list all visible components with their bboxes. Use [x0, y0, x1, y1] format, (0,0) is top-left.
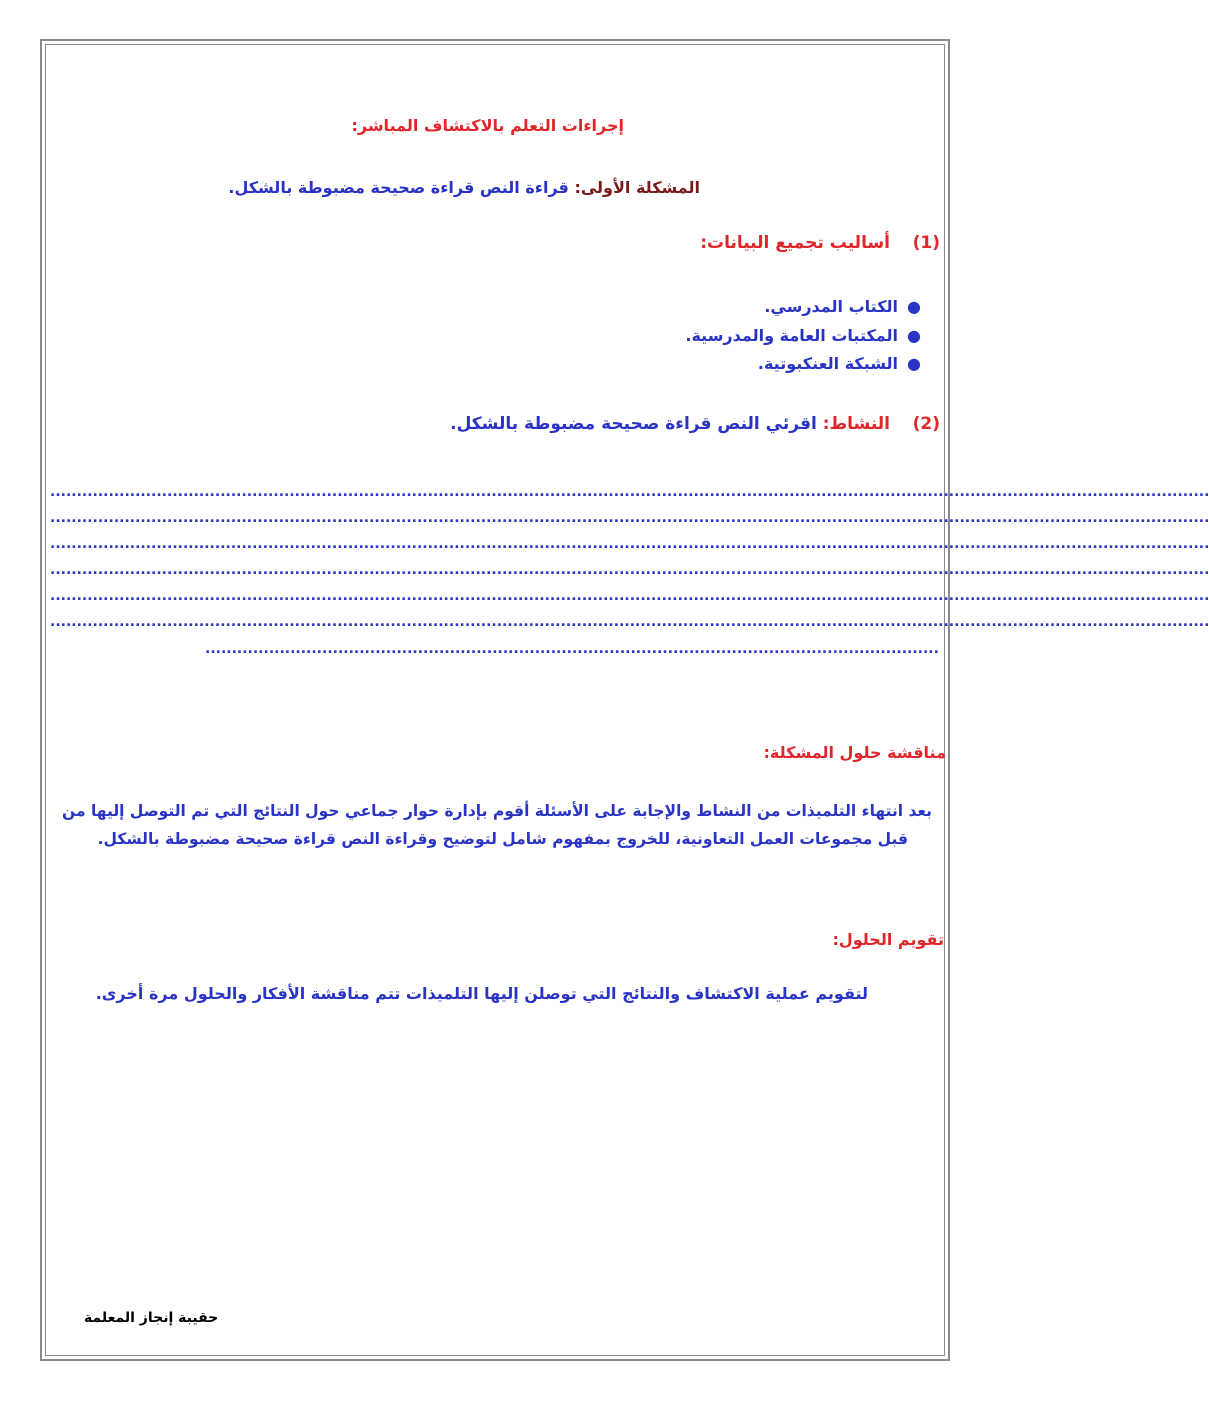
evaluation-heading: تقويم الحلول:	[832, 930, 944, 949]
discussion-line-2: قبل مجموعات العمل التعاونية، للخروج بمفهوم شامل لتوضيح وقراءة النص قراءة صحيحة مضبوطة بالشكل.	[97, 830, 908, 848]
section1-heading	[700, 233, 940, 253]
list-item: ●الشبكة العنكبوتية.	[685, 350, 924, 379]
page-title: إجراءات التعلم بالاكتشاف المباشر:	[351, 116, 624, 135]
section1-title: أساليب تجميع البيانات:	[700, 233, 890, 253]
section2-heading	[450, 414, 940, 434]
problem-text: قراءة النص قراءة صحيحة مضبوطة بالشكل.	[228, 178, 575, 197]
discussion-paragraph	[42, 797, 932, 853]
footer-label: حقيبة إنجاز المعلمة	[84, 1310, 219, 1326]
data-sources-list	[685, 293, 924, 379]
evaluation-text: لتقويم عملية الاكتشاف والنتائج التي توصلن إليها التلميذات تتم مناقشة الأفكار والحلول مرة أخرى.	[95, 984, 868, 1003]
bullet-icon: ●	[907, 297, 921, 316]
bullet-icon: ●	[907, 354, 921, 373]
list-item: ●الكتاب المدرسي.	[685, 293, 924, 322]
section2-label: النشاط:	[822, 414, 890, 434]
section2-number: (2)	[912, 414, 940, 434]
bullet-icon: ●	[907, 325, 921, 345]
answer-dotted-line: ..........................................................................................................................................................................................................................	[50, 562, 1209, 578]
answer-dotted-line: ..........................................................................................................................................	[205, 641, 939, 657]
answer-dotted-line: ..........................................................................................................................................................................................................................	[50, 536, 1209, 552]
answer-dotted-line: ..........................................................................................................................................................................................................................	[50, 510, 1209, 526]
discussion-heading: مناقشة حلول المشكلة:	[763, 743, 946, 762]
section1-number: (1)	[912, 233, 940, 253]
answer-dotted-line: ..........................................................................................................................................................................................................................	[50, 484, 1209, 500]
list-item: ●المكتبات العامة والمدرسية.	[685, 322, 924, 351]
problem-statement	[228, 178, 700, 197]
problem-label: المشكلة الأولى:	[574, 178, 700, 197]
discussion-line-1: بعد انتهاء التلميذات من النشاط والإجابة على الأسئلة أقوم بإدارة حوار جماعي حول النتائج التي تم التوصل إليها من	[62, 802, 932, 820]
answer-dotted-line: ..........................................................................................................................................................................................................................	[50, 588, 1209, 604]
answer-dotted-line: ..........................................................................................................................................................................................................................	[50, 614, 1209, 630]
section2-text: اقرئي النص قراءة صحيحة مضبوطة بالشكل.	[450, 414, 823, 434]
